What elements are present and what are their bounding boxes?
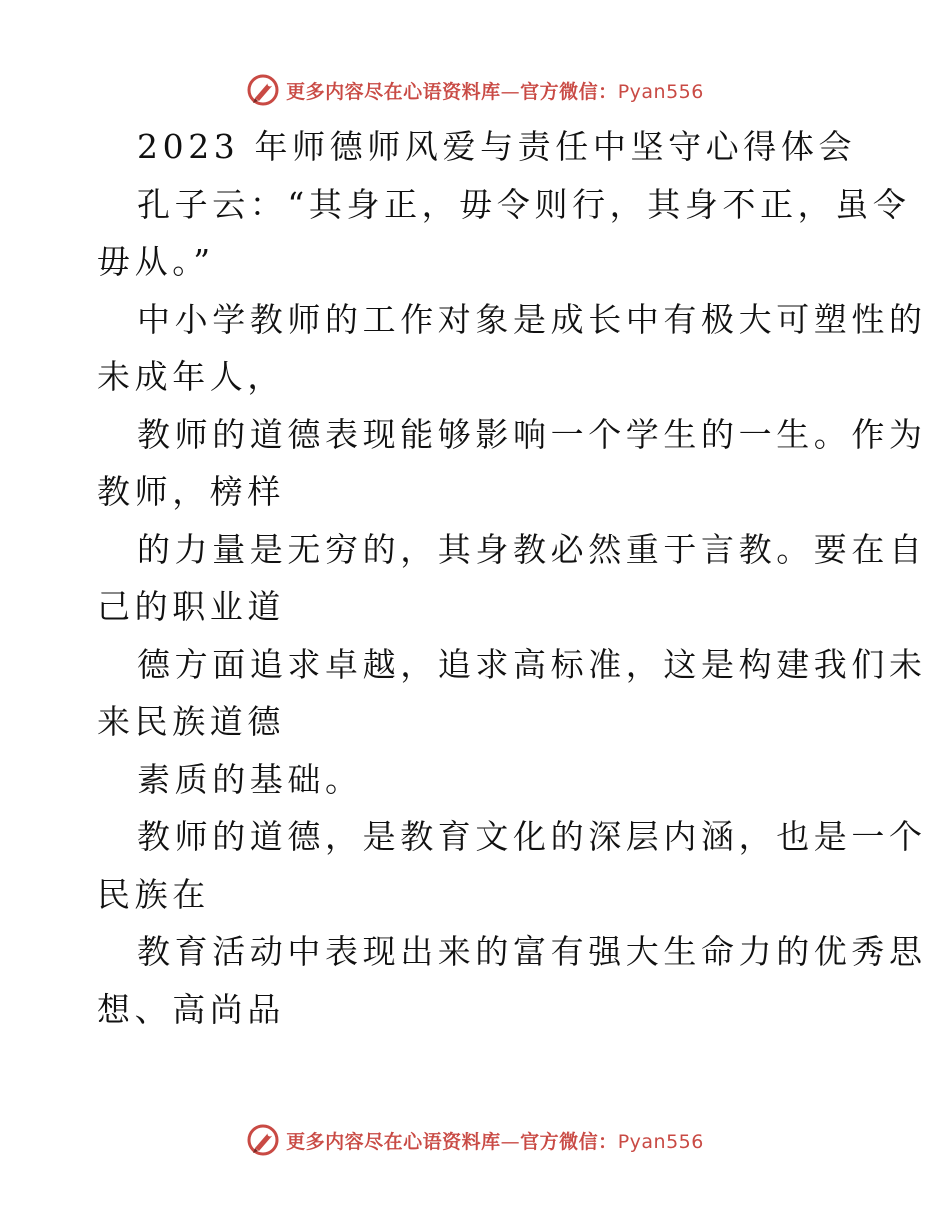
watermark-dash: — [500,1130,521,1153]
watermark-dash: — [500,80,521,103]
pen-logo-icon [246,73,280,107]
watermark-wechat-label: 官方微信： [520,80,618,103]
text-line: 毋从。” [97,242,215,281]
text-line: 民族在 [97,874,210,914]
watermark-wechat-label: 官方微信： [520,1130,618,1153]
header-watermark [0,70,950,110]
text-line: 素质的基础。 [137,759,363,799]
text-line: 教师，榜样 [97,472,285,511]
text-line: 孔子云：“其身正，毋令则行，其身不正，虽令 [137,184,911,224]
watermark-wechat-id: Pyan556 [617,80,704,103]
document-body [97,118,927,1038]
text-line: 中小学教师的工作对象是成长中有极大可塑性的 [137,299,927,339]
text-line: 想、高尚品 [97,989,285,1029]
watermark-text [286,77,704,104]
text-line: 德方面追求卓越，追求高标准，这是构建我们未 [137,644,927,684]
pen-logo-icon [246,1123,280,1157]
footer-watermark [0,1120,950,1160]
text-line: 己的职业道 [97,587,285,626]
text-line: 的力量是无穷的，其身教必然重于言教。要在自 [137,529,927,569]
text-line: 未成年人， [97,357,285,396]
text-line: 教育活动中表现出来的富有强大生命力的优秀思 [137,932,927,971]
watermark-text [286,1127,704,1154]
document-title: 2023 年师德师风爱与责任中坚守心得体会 [137,127,857,166]
watermark-slogan: 更多内容尽在心语资料库 [286,1130,501,1153]
text-line: 教师的道德表现能够影响一个学生的一生。作为 [137,414,927,454]
watermark-slogan: 更多内容尽在心语资料库 [286,80,501,103]
watermark-wechat-id: Pyan556 [617,1130,704,1153]
text-line: 教师的道德，是教育文化的深层内涵，也是一个 [137,817,927,856]
text-line: 来民族道德 [97,702,285,741]
